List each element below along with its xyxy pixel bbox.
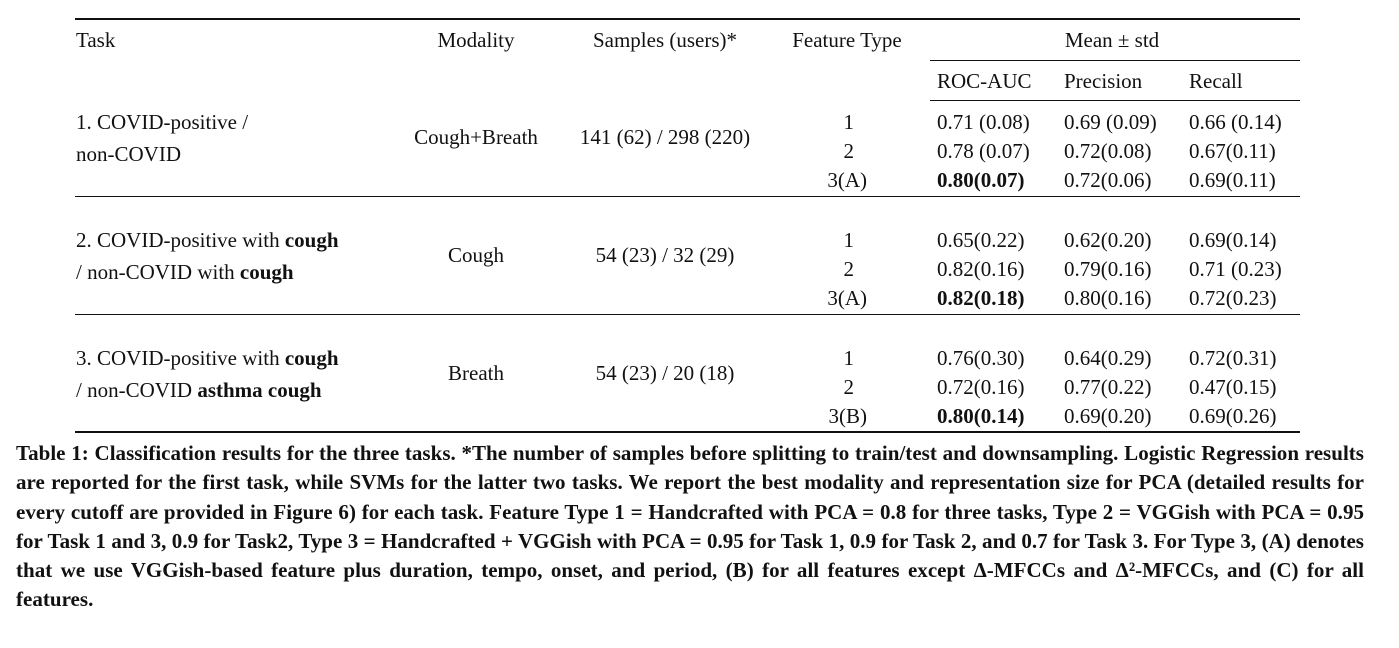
recall-2-3: 0.72(0.23)	[1189, 286, 1277, 310]
recall-3-1: 0.72(0.31)	[1189, 346, 1277, 370]
precision-2-2: 0.79(0.16)	[1064, 257, 1152, 281]
header-samples: Samples (users)*	[592, 28, 738, 52]
task-1-line2: non-COVID	[76, 142, 181, 166]
modality-2: Cough	[447, 243, 505, 267]
header-task: Task	[76, 28, 116, 52]
metrics-header-rule	[930, 100, 1300, 101]
caption-text: Classification results for the three tasks. *The number of samples before splitting to train/test and downsampling. Logistic Regression results are reported for the first task, while SVMs for the latter two tasks. We report the best modality and representation size for PCA (detailed results for every cutoff are provided in Figure 6) for each task. Feature Type 1 = Handcrafted with PCA = 0.8 for three tasks, Type 2 = VGGish with PCA = 0.95 for Task 1 and 3, 0.9 for Task2, Type 3 = Handcrafted + VGGish with PCA = 0.95 for Task 1, 0.9 for Task 2, and 0.7 for Task 3. For Type 3, (A) denotes that we use VGGish-based feature plus duration, tempo, onset, and period, (B) for all features except Δ-MFCCs and Δ²-MFCCs, and (C) for all features.	[16, 441, 1364, 612]
task-2-line2: / non-COVID with cough	[76, 260, 294, 284]
precision-1-3: 0.72(0.06)	[1064, 168, 1152, 192]
recall-1-1: 0.66 (0.14)	[1189, 110, 1282, 134]
modality-1: Cough+Breath	[414, 125, 538, 149]
precision-2-3: 0.80(0.16)	[1064, 286, 1152, 310]
header-precision: Precision	[1064, 69, 1143, 93]
group-divider-2	[75, 314, 1300, 315]
feature-type-1-2: 2	[843, 139, 854, 163]
bottom-rule	[75, 431, 1300, 433]
header-roc-auc: ROC-AUC	[937, 69, 1032, 93]
precision-3-2: 0.77(0.22)	[1064, 375, 1152, 399]
roc-1-2: 0.78 (0.07)	[937, 139, 1030, 163]
feature-type-1-3: 3(A)	[827, 168, 867, 192]
header-modality: Modality	[437, 28, 515, 52]
task-3-line1: 3. COVID-positive with cough	[76, 346, 339, 370]
precision-3-1: 0.64(0.29)	[1064, 346, 1152, 370]
samples-2: 54 (23) / 32 (29)	[595, 243, 735, 267]
feature-type-2-2: 2	[843, 257, 854, 281]
roc-2-2: 0.82(0.16)	[937, 257, 1025, 281]
samples-3: 54 (23) / 20 (18)	[595, 361, 735, 385]
roc-3-1: 0.76(0.30)	[937, 346, 1025, 370]
recall-3-3: 0.69(0.26)	[1189, 404, 1277, 428]
precision-3-3: 0.69(0.20)	[1064, 404, 1152, 428]
precision-1-1: 0.69 (0.09)	[1064, 110, 1157, 134]
recall-2-2: 0.71 (0.23)	[1189, 257, 1282, 281]
task-1-line1: 1. COVID-positive /	[76, 110, 249, 134]
roc-3-2: 0.72(0.16)	[937, 375, 1025, 399]
header-mean-std: Mean ± std	[1064, 28, 1160, 52]
group-divider-1	[75, 196, 1300, 197]
feature-type-3-1: 1	[843, 346, 854, 370]
recall-1-3: 0.69(0.11)	[1189, 168, 1276, 192]
feature-type-2-1: 1	[843, 228, 854, 252]
recall-1-2: 0.67(0.11)	[1189, 139, 1276, 163]
roc-3-3: 0.80(0.14)	[937, 404, 1025, 428]
task-2-line1: 2. COVID-positive with cough	[76, 228, 339, 252]
modality-3: Breath	[448, 361, 504, 385]
task-3-line2: / non-COVID asthma cough	[76, 378, 322, 402]
precision-2-1: 0.62(0.20)	[1064, 228, 1152, 252]
recall-3-2: 0.47(0.15)	[1189, 375, 1277, 399]
feature-type-2-3: 3(A)	[827, 286, 867, 310]
roc-1-1: 0.71 (0.08)	[937, 110, 1030, 134]
feature-type-1-1: 1	[843, 110, 854, 134]
table-caption	[16, 439, 1364, 615]
recall-2-1: 0.69(0.14)	[1189, 228, 1277, 252]
precision-1-2: 0.72(0.08)	[1064, 139, 1152, 163]
feature-type-3-3: 3(B)	[828, 404, 867, 428]
feature-type-3-2: 2	[843, 375, 854, 399]
caption-label: Table 1:	[16, 441, 89, 465]
roc-2-3: 0.82(0.18)	[937, 286, 1025, 310]
header-feature-type: Feature Type	[792, 28, 902, 52]
roc-2-1: 0.65(0.22)	[937, 228, 1025, 252]
top-rule	[75, 18, 1300, 20]
samples-1: 141 (62) / 298 (220)	[579, 125, 751, 149]
header-recall: Recall	[1189, 69, 1243, 93]
metrics-group-rule	[930, 60, 1300, 61]
roc-1-3: 0.80(0.07)	[937, 168, 1025, 192]
